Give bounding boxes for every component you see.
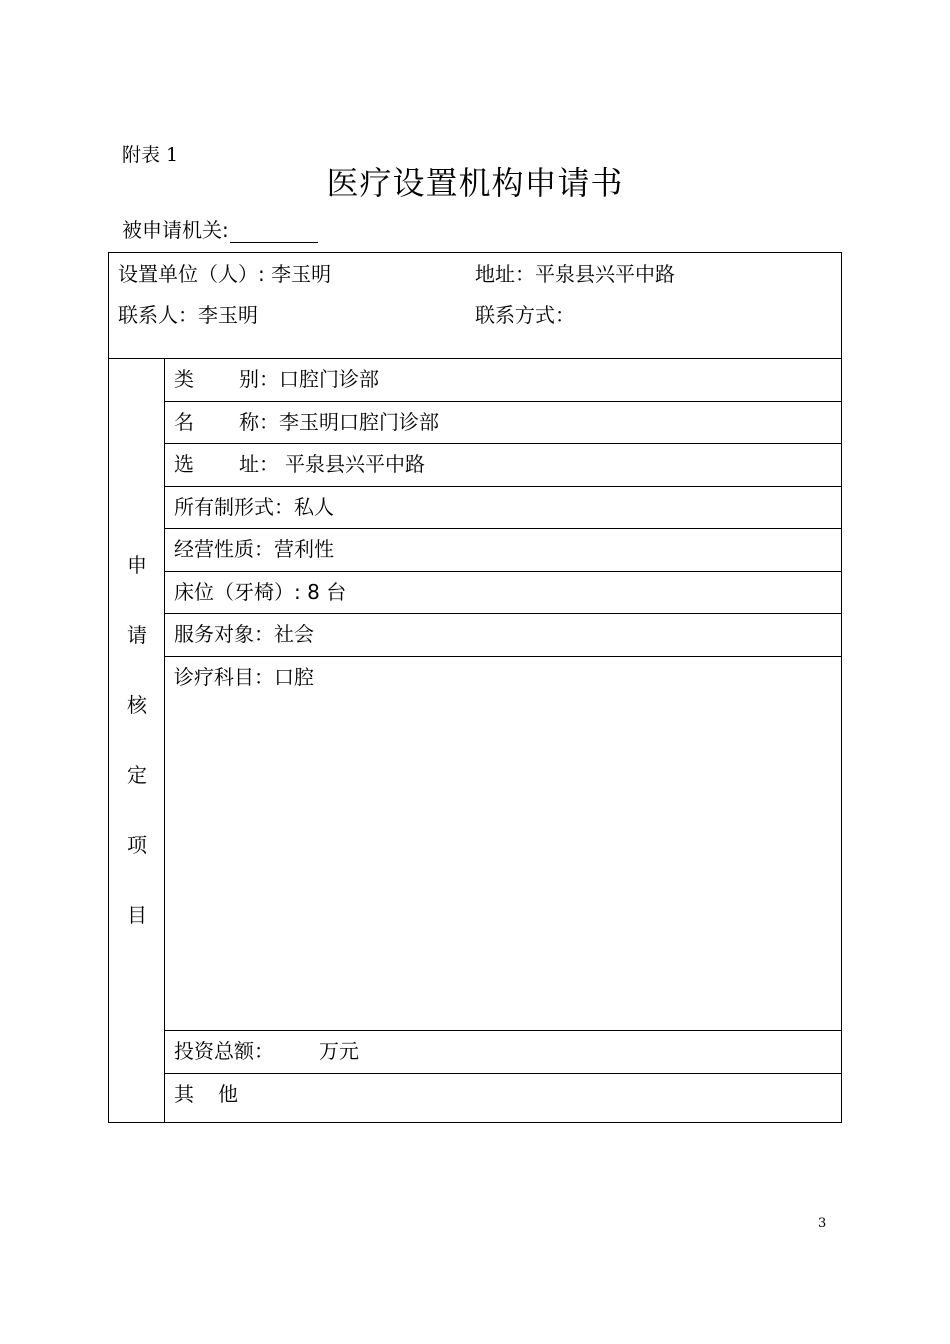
beds-row bbox=[165, 572, 841, 614]
category-label-b: 别： bbox=[239, 367, 279, 391]
address-field bbox=[475, 258, 675, 287]
service-row bbox=[165, 614, 841, 657]
ownership-label: 所有制形式： bbox=[174, 495, 294, 519]
unit-value: 李玉明 bbox=[271, 262, 332, 286]
site-label-b: 址： bbox=[239, 452, 279, 476]
side-label-char: 请 bbox=[127, 623, 147, 647]
other-label-b: 他 bbox=[218, 1082, 238, 1106]
investment-unit: 万元 bbox=[319, 1039, 359, 1063]
other-row bbox=[165, 1074, 841, 1122]
category-row bbox=[165, 359, 841, 402]
nature-row bbox=[165, 529, 841, 572]
contact-field bbox=[118, 299, 258, 328]
name-row bbox=[165, 402, 841, 444]
beds-value: 8 台 bbox=[307, 580, 347, 604]
subjects-label: 诊疗科目： bbox=[174, 665, 274, 689]
category-label-a: 类 bbox=[174, 367, 194, 391]
other-label-a: 其 bbox=[174, 1082, 194, 1106]
side-label-char: 核 bbox=[127, 693, 147, 717]
name-label-b: 称： bbox=[239, 410, 279, 434]
authority-blank-field[interactable] bbox=[230, 220, 318, 243]
side-label-char: 定 bbox=[127, 763, 147, 787]
service-label: 服务对象： bbox=[174, 622, 274, 646]
contact-value: 李玉明 bbox=[198, 303, 258, 327]
name-label-a: 名 bbox=[174, 410, 194, 434]
contact-label: 联系人： bbox=[118, 303, 198, 327]
investment-label: 投资总额： bbox=[174, 1039, 274, 1063]
contact-method-label: 联系方式： bbox=[475, 303, 575, 327]
name-value: 李玉明口腔门诊部 bbox=[279, 410, 439, 434]
page-title: 医疗设置机构申请书 bbox=[326, 164, 624, 202]
nature-label: 经营性质： bbox=[174, 537, 274, 561]
investment-row bbox=[165, 1031, 841, 1074]
unit-label: 设置单位（人）: bbox=[118, 262, 265, 286]
address-label: 地址： bbox=[475, 262, 535, 286]
category-value: 口腔门诊部 bbox=[279, 367, 379, 391]
side-label-char: 申 bbox=[127, 553, 147, 577]
applicant-info-section bbox=[109, 253, 841, 359]
address-value: 平泉县兴平中路 bbox=[535, 262, 675, 286]
application-items bbox=[165, 359, 841, 1122]
service-value: 社会 bbox=[274, 622, 314, 646]
beds-label: 床位（牙椅）: bbox=[174, 580, 301, 604]
subjects-value: 口腔 bbox=[274, 665, 314, 689]
nature-value: 营利性 bbox=[274, 537, 334, 561]
ownership-value: 私人 bbox=[294, 495, 334, 519]
subjects-row bbox=[165, 657, 841, 1031]
side-label-char: 目 bbox=[127, 903, 147, 927]
unit-field bbox=[118, 258, 331, 287]
application-form-table bbox=[108, 252, 842, 1123]
appendix-label: 附表 1 bbox=[122, 144, 179, 166]
page-number: 3 bbox=[818, 1216, 827, 1231]
site-value: 平泉县兴平中路 bbox=[285, 452, 425, 476]
side-label-char: 项 bbox=[127, 833, 147, 857]
ownership-row bbox=[165, 487, 841, 529]
authority-line bbox=[122, 214, 318, 243]
side-label-column bbox=[109, 359, 165, 1122]
site-label-a: 选 bbox=[174, 452, 194, 476]
site-row bbox=[165, 444, 841, 487]
authority-label: 被申请机关: bbox=[122, 218, 229, 242]
